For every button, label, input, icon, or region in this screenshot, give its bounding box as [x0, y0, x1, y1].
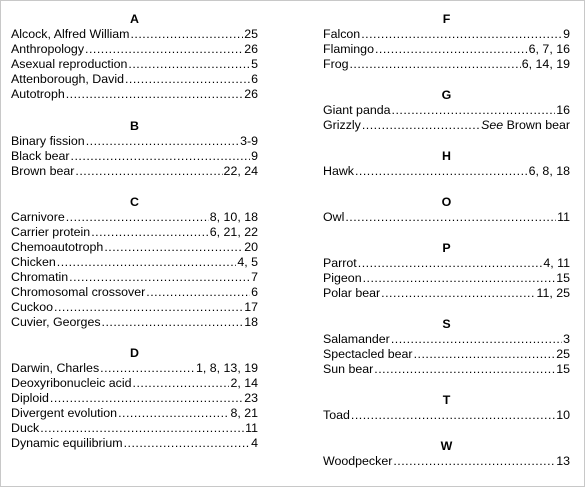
index-entry [11, 270, 258, 285]
entry-term: Brown bear [11, 164, 75, 178]
section-letter-heading: H [442, 149, 451, 163]
entry-pages: 6, 7, 16 [528, 42, 570, 56]
entry-pages: 13 [556, 454, 570, 468]
entry-term: Carnivore [11, 210, 65, 224]
entry-pages: 4, 11 [543, 256, 570, 270]
dot-leader [40, 421, 244, 436]
index-section-o [323, 195, 570, 225]
dot-leader [54, 300, 243, 315]
entry-pages: 6, 8, 18 [528, 164, 570, 178]
index-section-w [323, 439, 570, 469]
index-entry [323, 42, 570, 57]
index-entry [323, 164, 570, 179]
entry-pages: 11 [245, 421, 258, 435]
index-entry [11, 164, 258, 179]
dot-leader [66, 87, 243, 102]
entry-term: Cuckoo [11, 300, 54, 314]
index-entry [323, 408, 570, 423]
entry-term: Flamingo [323, 42, 374, 56]
entry-term: Binary fission [11, 134, 85, 148]
index-section-f [323, 12, 570, 72]
entry-pages: 3 [563, 332, 570, 346]
index-section-h [323, 149, 570, 179]
entry-pages: 4, 5 [237, 255, 258, 269]
index-entry [323, 332, 570, 347]
dot-leader [124, 436, 251, 451]
index-section-c [11, 195, 258, 330]
dot-leader [392, 103, 556, 118]
section-letter-heading: S [442, 317, 451, 331]
entry-pages: 4 [251, 436, 258, 450]
see-reference-label: See [481, 118, 504, 132]
dot-leader [66, 210, 209, 225]
entry-term: Diploid [11, 391, 49, 405]
entry-pages: 16 [556, 103, 570, 117]
section-letter-heading: A [130, 12, 139, 26]
entry-term: Dynamic equilibrium [11, 436, 123, 450]
entry-term: Attenborough, David [11, 72, 124, 86]
dot-leader [102, 315, 244, 330]
entry-pages: 26 [244, 87, 258, 101]
entry-term: Chromatin [11, 270, 69, 284]
index-entry [11, 57, 258, 72]
index-entry [11, 421, 258, 436]
entry-term: Alcock, Alfred William [11, 27, 130, 41]
entry-pages: 18 [244, 315, 258, 329]
entry-pages: 15 [556, 271, 570, 285]
index-entry [11, 87, 258, 102]
index-entry [11, 72, 258, 87]
entry-pages: 23 [244, 391, 258, 405]
dot-leader [351, 408, 555, 423]
dot-leader [146, 285, 250, 300]
entry-pages: 6 [251, 72, 258, 86]
dot-leader [128, 57, 250, 72]
entry-pages: 6, 14, 19 [521, 57, 570, 71]
entry-term: Salamander [323, 332, 390, 346]
entry-pages: 10 [556, 408, 570, 422]
entry-term: Owl [323, 210, 345, 224]
dot-leader [381, 286, 535, 301]
index-section-p [323, 241, 570, 301]
entry-pages: 5 [251, 57, 258, 71]
index-entry [11, 300, 258, 315]
dot-leader [75, 164, 222, 179]
index-entry [11, 406, 258, 421]
dot-leader [361, 27, 562, 42]
dot-leader [91, 225, 209, 240]
index-entry [323, 103, 570, 118]
index-entry [11, 240, 258, 255]
index-entry [11, 255, 258, 270]
dot-leader [393, 454, 555, 469]
dot-leader [363, 271, 556, 286]
index-section-g [323, 88, 570, 133]
entry-term: Giant panda [323, 103, 391, 117]
index-entry [323, 271, 570, 286]
index-entry [11, 376, 258, 391]
entry-term: Duck [11, 421, 40, 435]
entry-pages: 6 [251, 285, 258, 299]
section-letter-heading: F [442, 12, 451, 26]
entry-term: Toad [323, 408, 350, 422]
index-entry [323, 57, 570, 72]
dot-leader [118, 406, 229, 421]
entry-pages: 11, 25 [536, 286, 570, 300]
index-entry [11, 361, 258, 376]
entry-pages: 17 [244, 300, 258, 314]
entry-pages: 7 [251, 270, 258, 284]
dot-leader [391, 332, 562, 347]
dot-leader [345, 210, 556, 225]
index-section-b [11, 119, 258, 179]
entry-term: Chromosomal crossover [11, 285, 146, 299]
dot-leader [71, 149, 251, 164]
entry-pages: 25 [244, 27, 258, 41]
entry-term: Asexual reproduction [11, 57, 128, 71]
index-section-a [11, 12, 258, 102]
index-section-s [323, 317, 570, 377]
see-reference-target: Brown bear [506, 118, 570, 132]
entry-pages: 8, 21 [230, 406, 258, 420]
dot-leader [85, 42, 243, 57]
entry-pages: 2, 14 [230, 376, 258, 390]
index-entry [11, 149, 258, 164]
section-letter-heading: T [442, 393, 451, 407]
entry-term: Divergent evolution [11, 406, 118, 420]
index-entry [11, 134, 258, 149]
entry-term: Polar bear [323, 286, 381, 300]
entry-pages: 9 [563, 27, 570, 41]
section-letter-heading: D [130, 346, 139, 360]
dot-leader [358, 256, 543, 271]
entry-term: Carrier protein [11, 225, 91, 239]
index-entry [11, 285, 258, 300]
entry-term: Pigeon [323, 271, 362, 285]
entry-pages: 8, 10, 18 [209, 210, 258, 224]
entry-term: Anthropology [11, 42, 85, 56]
index-entry [11, 391, 258, 406]
entry-term: Grizzly [323, 118, 361, 132]
entry-pages: 3-9 [240, 134, 258, 148]
entry-term: Cuvier, Georges [11, 315, 101, 329]
entry-term: Hawk [323, 164, 354, 178]
entry-term: Black bear [11, 149, 70, 163]
dot-leader [69, 270, 250, 285]
entry-pages: 11 [557, 210, 570, 224]
dot-leader [375, 42, 528, 57]
index-entry [323, 210, 570, 225]
section-letter-heading: W [440, 439, 453, 453]
entry-term: Chemoautotroph [11, 240, 104, 254]
entry-pages: 22, 24 [223, 164, 258, 178]
index-entry [11, 315, 258, 330]
dot-leader [57, 255, 237, 270]
index-entry [323, 454, 570, 469]
entry-term: Woodpecker [323, 454, 393, 468]
dot-leader [104, 240, 243, 255]
index-entry [11, 210, 258, 225]
entry-term: Darwin, Charles [11, 361, 100, 375]
entry-pages: 25 [556, 347, 570, 361]
entry-term: Frog [323, 57, 349, 71]
section-letter-heading: O [441, 195, 452, 209]
index-entry [323, 256, 570, 271]
index-entry [11, 27, 258, 42]
dot-leader [362, 118, 480, 133]
section-letter-heading: C [130, 195, 139, 209]
entry-term: Sun bear [323, 362, 374, 376]
entry-pages: 6, 21, 22 [209, 225, 258, 239]
index-entry [323, 362, 570, 377]
entry-pages: 9 [251, 149, 258, 163]
entry-pages: 15 [556, 362, 570, 376]
entry-term: Spectacled bear [323, 347, 413, 361]
dot-leader [414, 347, 556, 362]
dot-leader [130, 27, 243, 42]
entry-pages: 1, 8, 13, 19 [195, 361, 258, 375]
index-entry [11, 436, 258, 451]
entry-term: Autotroph [11, 87, 65, 101]
dot-leader [355, 164, 528, 179]
dot-leader [125, 72, 250, 87]
entry-term: Parrot [323, 256, 357, 270]
entry-term: Deoxyribonucleic acid [11, 376, 132, 390]
entry-term: Chicken [11, 255, 56, 269]
dot-leader [50, 391, 243, 406]
dot-leader [100, 361, 195, 376]
entry-pages: 20 [244, 240, 258, 254]
index-section-t [323, 393, 570, 423]
dot-leader [133, 376, 230, 391]
entry-pages [481, 118, 570, 133]
dot-leader [349, 57, 520, 72]
index-entry [323, 347, 570, 362]
entry-term: Falcon [323, 27, 361, 41]
dot-leader [86, 134, 239, 149]
index-entry [323, 286, 570, 301]
entry-pages: 26 [244, 42, 258, 56]
section-letter-heading: P [442, 241, 451, 255]
index-entry [323, 27, 570, 42]
index-entry [11, 225, 258, 240]
index-entry [11, 42, 258, 57]
section-letter-heading: B [130, 119, 139, 133]
index-section-d [11, 346, 258, 451]
dot-leader [374, 362, 555, 377]
section-letter-heading: G [441, 88, 452, 102]
index-entry [323, 118, 570, 133]
